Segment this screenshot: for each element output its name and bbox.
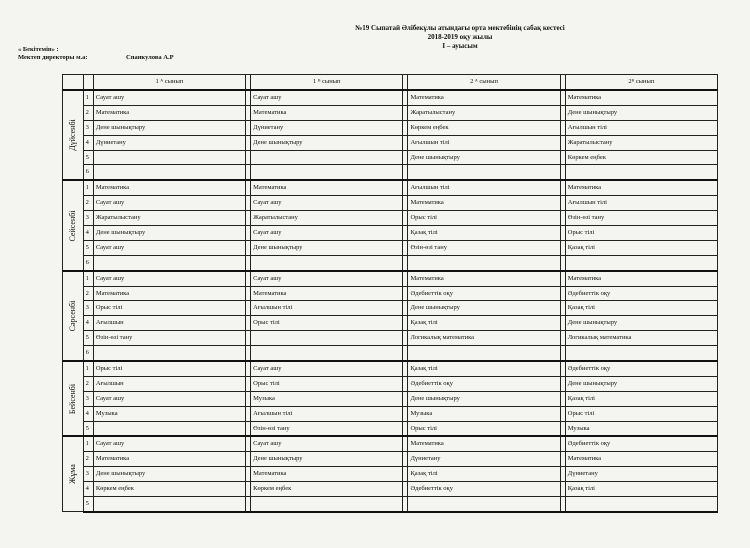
table-row xyxy=(63,120,718,135)
subject-cell: Ағылшын тілі xyxy=(251,301,403,316)
column-header: 1 ᴮ сынып xyxy=(251,75,403,91)
day-name: Сәрсенбі xyxy=(67,300,77,332)
subject-cell: Сауат ашу xyxy=(251,196,403,211)
subject-cell xyxy=(251,346,403,361)
subject-cell: Сауат ашу xyxy=(251,271,403,286)
table-row xyxy=(63,211,718,226)
table-row xyxy=(63,391,718,406)
subject-cell: Орыс тілі xyxy=(408,421,560,436)
header-blank xyxy=(63,75,84,91)
subject-cell: Математика xyxy=(93,105,245,120)
subject-cell: Орыс тілі xyxy=(565,406,717,421)
director-label: Мектеп директоры м.а: xyxy=(18,54,88,61)
subject-cell: Математика xyxy=(408,90,560,105)
subject-cell xyxy=(93,497,245,512)
subject-cell: Өзін-өзі тану xyxy=(408,240,560,255)
subject-cell: Әдебиеттік оқу xyxy=(565,286,717,301)
subject-cell: Ағылшын тілі xyxy=(408,135,560,150)
subject-cell xyxy=(93,421,245,436)
lesson-number: 2 xyxy=(83,196,93,211)
table-row xyxy=(63,406,718,421)
lesson-number: 5 xyxy=(83,497,93,512)
subject-cell: Математика xyxy=(93,452,245,467)
subject-cell: Музыка xyxy=(408,406,560,421)
table-row xyxy=(63,436,718,451)
subject-cell: Қазақ тілі xyxy=(408,316,560,331)
subject-cell: Ағылшын тілі xyxy=(251,406,403,421)
subject-cell: Ағылшын xyxy=(93,376,245,391)
subject-cell: Жаратылыстану xyxy=(565,135,717,150)
lesson-number: 1 xyxy=(83,90,93,105)
subject-cell: Қазақ тілі xyxy=(408,226,560,241)
lesson-number: 5 xyxy=(83,331,93,346)
header-blank xyxy=(83,75,93,91)
table-row xyxy=(63,497,718,512)
lesson-number: 6 xyxy=(83,346,93,361)
lesson-number: 3 xyxy=(83,391,93,406)
subject-cell xyxy=(93,150,245,165)
subject-cell: Дене шынықтыру xyxy=(408,391,560,406)
lesson-number: 2 xyxy=(83,376,93,391)
subject-cell: Дене шынықтыру xyxy=(565,376,717,391)
subject-cell: Дене шынықтыру xyxy=(251,135,403,150)
table-row xyxy=(63,421,718,436)
table-row xyxy=(63,346,718,361)
subject-cell: Музыка xyxy=(251,391,403,406)
lesson-number: 2 xyxy=(83,452,93,467)
subject-cell: Қазақ тілі xyxy=(565,391,717,406)
lesson-number: 2 xyxy=(83,105,93,120)
title-line-3: I – ауысым xyxy=(442,42,478,50)
subject-cell: Логикалық математика xyxy=(408,331,560,346)
subject-cell xyxy=(565,346,717,361)
subject-cell: Математика xyxy=(93,180,245,195)
lesson-number: 5 xyxy=(83,421,93,436)
subject-cell: Математика xyxy=(93,286,245,301)
table-row xyxy=(63,316,718,331)
subject-cell xyxy=(251,255,403,270)
subject-cell: Сауат ашу xyxy=(251,361,403,376)
schedule-table xyxy=(62,74,718,513)
day-name: Бейсенбі xyxy=(67,383,77,414)
subject-cell: Дүниетану xyxy=(565,467,717,482)
lesson-number: 1 xyxy=(83,436,93,451)
subject-cell: Математика xyxy=(251,467,403,482)
subject-cell: Математика xyxy=(251,286,403,301)
column-header-row xyxy=(63,75,718,91)
lesson-number: 1 xyxy=(83,361,93,376)
subject-cell: Әдебиеттік оқу xyxy=(565,436,717,451)
subject-cell: Көркем еңбек xyxy=(408,120,560,135)
column-header: 2ᴮ сынып xyxy=(565,75,717,91)
subject-cell: Дене шынықтыру xyxy=(565,316,717,331)
subject-cell: Қазақ тілі xyxy=(565,482,717,497)
lesson-number: 1 xyxy=(83,180,93,195)
table-row xyxy=(63,376,718,391)
subject-cell: Әдебиеттік оқу xyxy=(408,482,560,497)
table-row xyxy=(63,135,718,150)
table-row xyxy=(63,331,718,346)
day-label-cell xyxy=(63,436,84,511)
subject-cell: Жаратылыстану xyxy=(251,211,403,226)
column-header: 2 ᴬ сынып xyxy=(408,75,560,91)
table-row xyxy=(63,165,718,180)
subject-cell xyxy=(565,497,717,512)
lesson-number: 2 xyxy=(83,286,93,301)
column-header: 1 ᴬ сынып xyxy=(93,75,245,91)
subject-cell: Дүниетану xyxy=(408,452,560,467)
subject-cell: Өзін-өзі тану xyxy=(93,331,245,346)
subject-cell: Сауат ашу xyxy=(93,240,245,255)
subject-cell: Математика xyxy=(565,452,717,467)
subject-cell: Сауат ашу xyxy=(93,271,245,286)
approval-block xyxy=(18,46,174,62)
table-row xyxy=(63,286,718,301)
subject-cell: Ағылшын тілі xyxy=(565,196,717,211)
subject-cell: Қазақ тілі xyxy=(408,361,560,376)
subject-cell: Дене шынықтыру xyxy=(408,301,560,316)
day-label-cell xyxy=(63,361,84,436)
subject-cell: Музыка xyxy=(93,406,245,421)
subject-cell: Көркем еңбек xyxy=(93,482,245,497)
day-name: Жұма xyxy=(67,464,77,485)
subject-cell: Орыс тілі xyxy=(93,361,245,376)
approve-label: « Бекітемін» : xyxy=(18,46,59,53)
table-row xyxy=(63,196,718,211)
table-row xyxy=(63,180,718,195)
subject-cell: Дене шынықтыру xyxy=(93,226,245,241)
subject-cell xyxy=(251,497,403,512)
subject-cell: Жаратылыстану xyxy=(93,211,245,226)
day-label-cell xyxy=(63,90,84,180)
subject-cell: Дене шынықтыру xyxy=(251,452,403,467)
subject-cell: Дүниетану xyxy=(251,120,403,135)
subject-cell: Дене шынықтыру xyxy=(565,105,717,120)
table-row xyxy=(63,301,718,316)
subject-cell: Логикалық математика xyxy=(565,331,717,346)
subject-cell xyxy=(93,165,245,180)
subject-cell: Қазақ тілі xyxy=(565,301,717,316)
table-row xyxy=(63,105,718,120)
table-row xyxy=(63,240,718,255)
subject-cell: Математика xyxy=(251,105,403,120)
subject-cell xyxy=(408,497,560,512)
subject-cell: Математика xyxy=(251,180,403,195)
subject-cell: Сауат ашу xyxy=(93,436,245,451)
subject-cell: Дене шынықтыру xyxy=(93,120,245,135)
subject-cell: Ағылшын тілі xyxy=(408,180,560,195)
subject-cell: Математика xyxy=(408,271,560,286)
lesson-number: 4 xyxy=(83,135,93,150)
subject-cell xyxy=(408,165,560,180)
table-row xyxy=(63,150,718,165)
subject-cell xyxy=(251,150,403,165)
subject-cell: Көркем еңбек xyxy=(565,150,717,165)
subject-cell: Музыка xyxy=(565,421,717,436)
subject-cell: Әдебиеттік оқу xyxy=(565,361,717,376)
subject-cell xyxy=(93,346,245,361)
subject-cell xyxy=(565,255,717,270)
table-row xyxy=(63,467,718,482)
subject-cell: Ағылшын xyxy=(93,316,245,331)
document-header xyxy=(0,0,750,75)
subject-cell: Орыс тілі xyxy=(93,301,245,316)
subject-cell: Математика xyxy=(565,90,717,105)
day-label-cell xyxy=(63,271,84,361)
subject-cell: Орыс тілі xyxy=(251,316,403,331)
subject-cell: Орыс тілі xyxy=(408,211,560,226)
lesson-number: 3 xyxy=(83,301,93,316)
subject-cell: Ағылшын тілі xyxy=(565,120,717,135)
table-row xyxy=(63,482,718,497)
subject-cell: Дене шынықтыру xyxy=(93,467,245,482)
lesson-number: 4 xyxy=(83,406,93,421)
table-row xyxy=(63,90,718,105)
day-name: Сейсенбі xyxy=(67,209,77,242)
subject-cell: Көркем еңбек xyxy=(251,482,403,497)
subject-cell: Әдебиеттік оқу xyxy=(408,376,560,391)
subject-cell xyxy=(251,331,403,346)
subject-cell xyxy=(565,165,717,180)
table-row xyxy=(63,226,718,241)
subject-cell xyxy=(93,255,245,270)
title-line-2: 2018-2019 оқу жылы xyxy=(427,33,493,41)
subject-cell: Математика xyxy=(408,196,560,211)
title-line-1: №19 Сыпатай Әлібекұлы атындағы орта мектебінің сабақ кестесі xyxy=(355,24,565,32)
lesson-number: 3 xyxy=(83,211,93,226)
subject-cell: Қазақ тілі xyxy=(408,467,560,482)
table-row xyxy=(63,271,718,286)
subject-cell: Сауат ашу xyxy=(93,90,245,105)
subject-cell: Математика xyxy=(408,436,560,451)
table-row xyxy=(63,255,718,270)
day-name: Дүйсенбі xyxy=(67,119,77,151)
lesson-number: 5 xyxy=(83,150,93,165)
table-row xyxy=(63,452,718,467)
subject-cell: Өзін-өзі тану xyxy=(251,421,403,436)
subject-cell: Математика xyxy=(565,271,717,286)
subject-cell: Сауат ашу xyxy=(93,391,245,406)
subject-cell: Әдебиеттік оқу xyxy=(408,286,560,301)
subject-cell xyxy=(251,165,403,180)
document-title xyxy=(270,24,650,51)
subject-cell: Қазақ тілі xyxy=(565,240,717,255)
subject-cell xyxy=(408,255,560,270)
subject-cell: Сауат ашу xyxy=(93,196,245,211)
subject-cell xyxy=(408,346,560,361)
lesson-number: 6 xyxy=(83,255,93,270)
subject-cell: Жаратылыстану xyxy=(408,105,560,120)
subject-cell: Орыс тілі xyxy=(251,376,403,391)
lesson-number: 3 xyxy=(83,120,93,135)
lesson-number: 1 xyxy=(83,271,93,286)
subject-cell: Сауат ашу xyxy=(251,436,403,451)
director-name: Спанкулова А.Р xyxy=(126,54,174,61)
subject-cell: Өзін-өзі тану xyxy=(565,211,717,226)
subject-cell: Сауат ашу xyxy=(251,226,403,241)
lesson-number: 3 xyxy=(83,467,93,482)
lesson-number: 4 xyxy=(83,226,93,241)
lesson-number: 4 xyxy=(83,316,93,331)
lesson-number: 4 xyxy=(83,482,93,497)
subject-cell: Сауат ашу xyxy=(251,90,403,105)
subject-cell: Дене шынықтыру xyxy=(408,150,560,165)
day-label-cell xyxy=(63,180,84,270)
subject-cell: Математика xyxy=(565,180,717,195)
lesson-number: 5 xyxy=(83,240,93,255)
subject-cell: Дене шынықтыру xyxy=(251,240,403,255)
subject-cell: Орыс тілі xyxy=(565,226,717,241)
subject-cell: Дүниетану xyxy=(93,135,245,150)
lesson-number: 6 xyxy=(83,165,93,180)
table-row xyxy=(63,361,718,376)
